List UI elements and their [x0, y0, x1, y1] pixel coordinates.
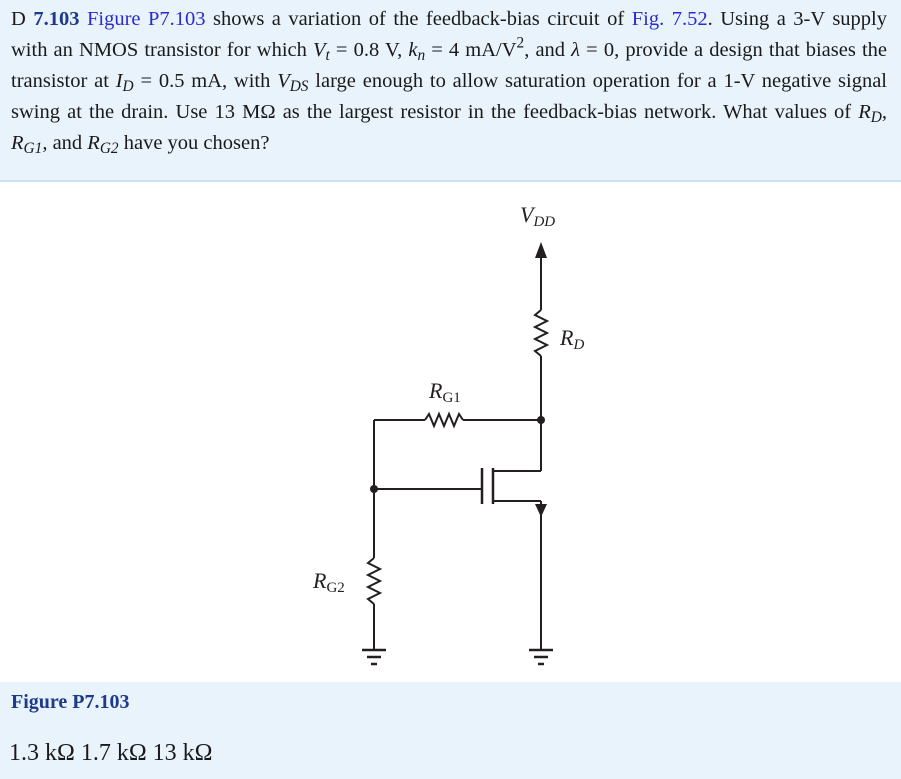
text-segment: = 0.5 mA, with: [133, 70, 278, 92]
ground-icon-right: [529, 650, 553, 664]
lambda-symbol: λ: [571, 39, 581, 61]
rg1-label: RG1: [429, 378, 461, 406]
text-segment: ,: [881, 101, 887, 123]
vt-subscript: t: [325, 46, 330, 64]
problem-number: 7.103: [33, 8, 80, 30]
text-segment: , and: [524, 39, 572, 61]
squared-superscript: 2: [516, 34, 525, 52]
text-segment: large enough to allow saturation operation for a 1-V negative signal swing at the drain. Use 13 MΩ as the largest resistor in the feedback-bias network. What values of: [11, 70, 887, 123]
vt-symbol: V: [312, 39, 326, 61]
problem-statement: [11, 4, 887, 159]
rg2-label: RG2: [313, 568, 345, 596]
rg1-symbol: R: [11, 132, 24, 154]
kn-subscript: n: [417, 46, 426, 64]
vds-symbol: V: [277, 70, 290, 92]
source-arrow-icon: [535, 504, 547, 517]
ground-icon-left: [362, 650, 386, 664]
gate-junction-dot: [370, 485, 378, 493]
rg2-subscript: G2: [99, 139, 119, 157]
rg2-symbol: R: [87, 132, 100, 154]
text-segment: . Using a 3-V supply with an NMOS transistor for which: [11, 8, 887, 61]
rd-label: RD: [560, 325, 585, 353]
problem-prefix: D: [11, 8, 26, 30]
id-symbol: I: [115, 70, 123, 92]
drain-junction-dot: [537, 416, 545, 424]
vdd-arrow-icon: [535, 242, 547, 258]
rg1-subscript: G1: [23, 139, 43, 157]
rd-subscript: D: [870, 108, 882, 126]
text-segment: , and: [42, 132, 88, 154]
rg1-resistor: [425, 414, 463, 426]
vdd-label: VDD: [520, 202, 556, 230]
text-segment: = 0, provide a design that biases the transistor at: [11, 39, 887, 92]
answer-text: 1.3 kΩ 1.7 kΩ 13 kΩ: [9, 740, 213, 766]
text-segment: have you chosen?: [118, 132, 270, 154]
rg2-resistor: [368, 558, 380, 604]
vds-subscript: DS: [289, 77, 309, 95]
figure-link[interactable]: Figure P7.103: [86, 8, 206, 30]
id-subscript: D: [122, 77, 134, 95]
fig-752-link[interactable]: Fig. 7.52: [631, 8, 708, 30]
kn-symbol: k: [408, 39, 418, 61]
rd-resistor: [535, 310, 547, 356]
text-segment: shows a variation of the feedback-bias circuit of: [205, 8, 632, 30]
text-segment: = 4 mA/V: [425, 39, 517, 61]
rd-symbol: R: [858, 101, 871, 123]
circuit-diagram: [0, 182, 901, 682]
text-segment: = 0.8 V,: [329, 39, 409, 61]
figure-caption: Figure P7.103: [11, 691, 130, 713]
